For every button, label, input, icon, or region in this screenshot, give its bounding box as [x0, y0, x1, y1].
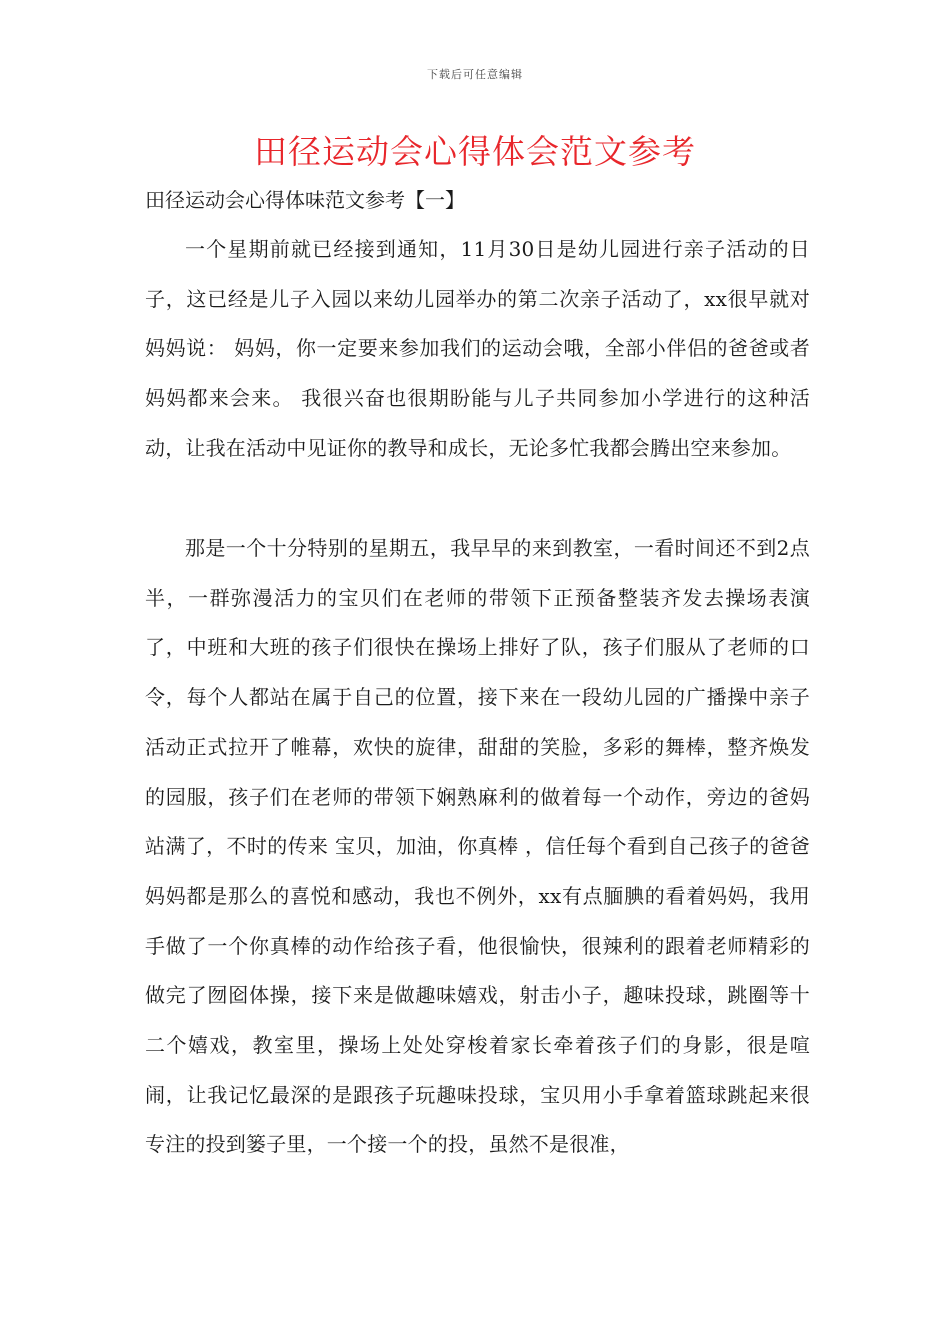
document-title: 田径运动会心得体会范文参考	[254, 132, 696, 171]
header-note: 下载后可任意编辑	[427, 68, 523, 81]
body-paragraph-1: 一个星期前就已经接到通知，11月30日是幼儿园进行亲子活动的日子，这已经是儿子入园以来幼儿园举办的第二次亲子活动了，xx很早就对妈妈说： 妈妈，你一定要来参加我们的运动会哦，全部小伴侣的爸爸或者妈妈都来会来。 我很兴奋也很期盼能与儿子共同参加小学进行的这种活动，让我在活动中见证你的教导和成长，无论多忙我都会腾出空来参加。	[145, 237, 810, 460]
body-paragraph-2: 那是一个十分特别的星期五，我早早的来到教室，一看时间还不到2点半，一群弥漫活力的宝贝们在老师的带领下正预备整装齐发去操场表演了，中班和大班的孩子们很快在操场上排好了队，孩子们服从了老师的口令，每个人都站在属于自己的位置，接下来在一段幼儿园的广播操中亲子活动正式拉开了帷幕，欢快的旋律，甜甜的笑脸，多彩的舞棒，整齐焕发的园服，孩子们在老师的带领下娴熟麻利的做着每一个动作，旁边的爸妈站满了，不时的传来 宝贝，加油，你真棒 ，信任每个看到自己孩子的爸爸妈妈都是那么的喜悦和感动，我也不例外，xx有点腼腆的看着妈妈，我用手做了一个你真棒的动作给孩子看，他很愉快，很辣利的跟着老师精彩的做完了囫囵体操，接下来是做趣味嬉戏，射击小子，趣味投球，跳圈等十二个嬉戏，教室里，操场上处处穿梭着家长牵着孩子们的身影，很是喧闹，让我记忆最深的是跟孩子玩趣味投球，宝贝用小手拿着篮球跳起来很专注的投到篓子里，一个接一个的投，虽然不是很准，	[145, 536, 810, 1157]
section-subtitle: 田径运动会心得体味范文参考【一】	[145, 188, 465, 212]
